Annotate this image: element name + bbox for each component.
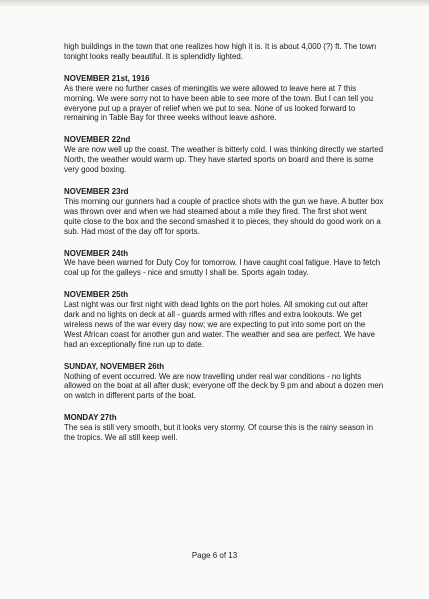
diary-entry-nov-24 <box>64 249 384 279</box>
entry-heading: NOVEMBER 25th <box>64 290 129 300</box>
diary-entry-nov-26 <box>64 362 384 402</box>
entry-heading: SUNDAY, NOVEMBER 26th <box>64 361 165 371</box>
entry-body: Nothing of event occurred. We are now travelling under real war conditions - no lights allowed on the boat at all after dusk; everyone off the deck by 9 pm and about a dozen men on watch in different parts of the boat. <box>64 371 384 401</box>
entry-body: This morning our gunners had a couple of practice shots with the gun we have. A butter box was thrown over and when we had steamed about a mile they fired. The first shot went quite close to the box and the second smashed it to pieces, they should do good work on a sub. Had most of the day off for sports. <box>64 196 384 236</box>
entry-body: Last night was our first night with dead lights on the port holes. All smoking cut out after dark and no lights on deck at all - guards armed with rifles and extra lookouts. We get wireless news of the war every day now; we are expecting to put into some port on the West African coast for another gun and water. The weather and sea are perfect. We have had an exceptionally fine run up to date. <box>64 300 375 349</box>
entry-body: We have been warned for Duty Coy for tomorrow. I have caught coal fatigue. Have to fetch coal up for the galleys - nice and smutty I shall be. Sports again today. <box>64 258 381 278</box>
diary-entry-nov-23 <box>64 187 384 237</box>
entry-heading: MONDAY 27th <box>64 413 117 423</box>
scan-top-edge <box>0 0 429 6</box>
entry-body: The sea is still very smooth, but it looks very stormy. Of course this is the rainy season in the tropics. We all still keep well. <box>64 423 374 443</box>
entry-body: We are now well up the coast. The weather is bitterly cold. I was thinking directly we started North, the weather would warm up. They have started sports on board and there is some very good boxing. <box>64 145 383 175</box>
entry-heading: NOVEMBER 21st, 1916 <box>64 73 150 83</box>
diary-entry-nov-27 <box>64 413 384 443</box>
entry-body: As there were no further cases of meningitis we were allowed to leave here at 7 this morning. We were sorry not to have been able to see more of the town. But I can tell you everyone put up a prayer of relief when we put to sea. None of us looked forward to remaining in Table Bay for three weeks without leave ashore. <box>64 83 374 123</box>
entry-heading: NOVEMBER 22nd <box>64 135 131 145</box>
entry-heading: NOVEMBER 23rd <box>64 186 129 196</box>
intro-paragraph: high buildings in the town that one realizes how high it is. It is about 4,000 (?) ft. The town tonight looks really beautiful. It is splendidly lighted. <box>64 42 377 61</box>
diary-entry-nov-25 <box>64 290 384 349</box>
entry-heading: NOVEMBER 24th <box>64 248 129 258</box>
diary-entry-nov-22 <box>64 135 384 175</box>
diary-content <box>64 42 384 443</box>
page-number: Page 6 of 13 <box>191 551 238 560</box>
diary-entry-nov-21 <box>64 74 384 124</box>
